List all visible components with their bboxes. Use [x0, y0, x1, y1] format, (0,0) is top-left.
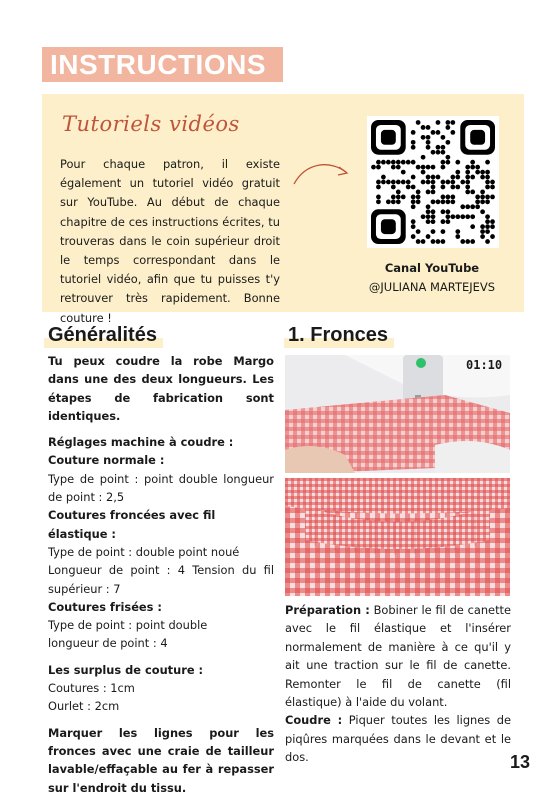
preparation-paragraph: [285, 601, 511, 711]
qr-code[interactable]: [367, 116, 499, 248]
header-banner: [42, 47, 283, 82]
frisees-line-1: Type de point : point double: [48, 618, 208, 633]
generalites-column: [48, 352, 274, 797]
frisees-heading: Coutures frisées :: [48, 599, 162, 614]
section-generalites-title: Généralités: [48, 324, 157, 347]
section-fronces-title: 1. Fronces: [288, 324, 388, 347]
machine-heading: Réglages machine à coudre :: [48, 435, 234, 450]
tutorial-body: Pour chaque patron, il existe également un tutoriel vidéo gratuit sur YouTube. Au début de chaque chapitre de ces instructions écrites, tu trouveras dans le coin supérieur droit le temps correspondant dans le tutoriel vidéo, afin que tu puisses t'y retrouver très rapidement. Bonne couture !: [60, 157, 280, 325]
normal-heading: Couture normale :: [48, 453, 165, 468]
closing-text: Marquer les lignes pour les fronces avec une craie de tailleur lavable/effaçable au fer à repasser sur l'endroit du tissu.: [48, 725, 274, 795]
sewing-machine-photo: [285, 355, 510, 473]
gathered-fabric-photo: [285, 478, 510, 596]
preparation-label: Préparation :: [285, 603, 370, 617]
normal-text: Type de point : point double longueur de point : 2,5: [48, 471, 274, 505]
tutorial-heading: Tutoriels vidéos: [62, 112, 240, 136]
page-title: INSTRUCTIONS: [50, 49, 266, 80]
channel-label: Canal YouTube: [384, 261, 480, 275]
couture-text: Piquer toutes les lignes de piqûres marquées dans le devant et le dos.: [285, 713, 511, 765]
froncees-line-2: Longueur de point : 4 Tension du fil supérieur : 7: [48, 563, 274, 596]
surplus-line-2: Ourlet : 2cm: [48, 699, 120, 714]
surplus-line-1: Coutures : 1cm: [48, 681, 135, 696]
curved-arrow-icon: [292, 158, 352, 188]
couture-label: Coudre :: [285, 713, 343, 728]
surplus-heading: Les surplus de couture :: [48, 662, 204, 677]
couture-paragraph: [285, 711, 511, 766]
frisees-line-2: longueur de point : 4: [48, 636, 168, 651]
page-number: 13: [510, 752, 531, 772]
channel-handle[interactable]: @JULIANA MARTEJEVS: [368, 280, 496, 294]
video-timestamp: 01:10: [466, 358, 503, 372]
fronces-column: [285, 601, 511, 767]
froncees-heading: Coutures froncées avec fil élastique :: [48, 508, 216, 541]
preparation-text: Bobiner le fil de canette avec le fil élastique et l'insérer normalement de manière à ce qu'il y ait une traction sur le fil de canette. Remonter le fil de canette (fil élastique) à l'aide du volant.: [285, 603, 512, 710]
intro-text: Tu peux coudre la robe Margo dans une des deux longueurs. Les étapes de fabrication sont identiques.: [48, 354, 274, 423]
froncees-line-1: Type de point : double point noué: [48, 544, 240, 559]
